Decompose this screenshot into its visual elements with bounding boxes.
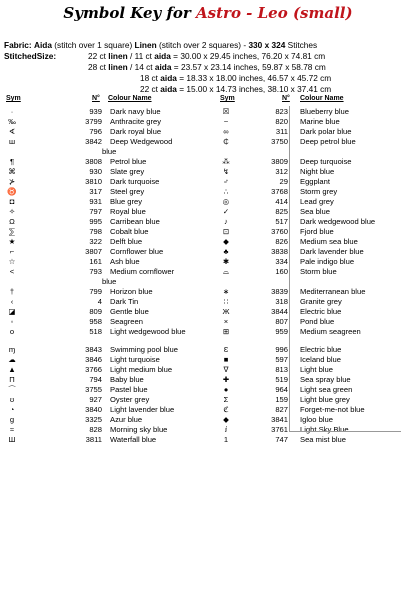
dmc-number: 3799 <box>85 117 102 126</box>
stitched-size-b2: aida <box>160 84 177 94</box>
stitch-symbol: ✚ <box>222 375 230 384</box>
dmc-number: 3766 <box>85 365 102 374</box>
fabric-line <box>4 40 317 50</box>
symbol-row-right <box>0 177 416 187</box>
stitch-symbol: Ж <box>222 307 230 316</box>
dmc-number: 3760 <box>271 227 288 236</box>
dmc-number: 3811 <box>85 435 102 444</box>
stitch-symbol: † <box>9 287 15 296</box>
colour-name: Anthracite grey <box>110 117 162 126</box>
stitched-size-line <box>88 62 326 72</box>
fabric-linen: Linen <box>134 40 157 50</box>
colour-name: Dark polar blue <box>300 127 352 136</box>
header-sym-right: Sym <box>220 95 235 102</box>
dmc-number: 317 <box>89 187 102 196</box>
stitch-symbol: ♉ <box>7 187 17 196</box>
stitched-size-b2: aida <box>154 51 171 61</box>
symbol-row-right <box>0 197 416 207</box>
stitched-size-mid: / 11 ct <box>127 51 155 61</box>
stitch-symbol: ★ <box>8 237 16 246</box>
colour-name: Cobalt blue <box>110 227 149 236</box>
header-name-right: Colour Name <box>300 95 344 102</box>
stitched-size-pre: 22 ct <box>88 51 109 61</box>
colour-name: Ash blue <box>110 257 140 266</box>
colour-name: Cornflower blue <box>110 247 164 256</box>
colour-name: Light blue grey <box>300 395 350 404</box>
dmc-number: 964 <box>275 385 288 394</box>
stitch-symbol: ∇ <box>223 365 229 374</box>
dmc-number: 318 <box>275 297 288 306</box>
colour-name: Gentle blue <box>110 307 149 316</box>
stitched-size-post: = 30.00 x 29.45 inches, 76.20 x 74.81 cm <box>170 51 326 61</box>
stitch-symbol: ✧ <box>8 207 16 216</box>
stitch-symbol: ✓ <box>222 207 230 216</box>
stitch-symbol: ⊁ <box>8 177 16 186</box>
symbol-row-right <box>0 297 416 307</box>
dmc-number: 747 <box>275 435 288 444</box>
stitch-symbol: ◦ <box>10 317 14 326</box>
dmc-number: 826 <box>275 237 288 246</box>
stitched-size-post: = 15.00 x 14.73 inches, 38.10 x 37.41 cm <box>176 84 332 94</box>
colour-name: Royal blue <box>110 207 146 216</box>
stitch-symbol: ☆ <box>8 257 16 266</box>
colour-name: Granite grey <box>300 297 342 306</box>
dmc-number: 813 <box>275 365 288 374</box>
title-prefix: Symbol Key for <box>63 4 197 22</box>
dmc-number: 3838 <box>271 247 288 256</box>
colour-name: Sea spray blue <box>300 375 351 384</box>
symbol-row-right <box>0 157 416 167</box>
stitch-symbol: ∞ <box>223 127 229 136</box>
dmc-number: 3755 <box>85 385 102 394</box>
colour-name: Steel grey <box>110 187 145 196</box>
symbol-row-right <box>0 107 416 117</box>
colour-name: Carribean blue <box>110 217 160 226</box>
header-num-left: N° <box>92 95 100 102</box>
colour-name: Storm grey <box>300 187 338 196</box>
dmc-number: 159 <box>275 395 288 404</box>
stitch-symbol: ˂ <box>9 267 15 276</box>
dmc-number: 3325 <box>85 415 102 424</box>
stitch-symbol: ∷ <box>223 297 229 306</box>
stitch-symbol: ʊ <box>9 395 15 404</box>
dmc-number: 794 <box>89 375 102 384</box>
colour-name: Medium sea blue <box>300 237 358 246</box>
symbol-row-right <box>0 167 416 177</box>
colour-name: Dark royal blue <box>110 127 162 136</box>
symbol-row-right <box>0 127 416 137</box>
stitch-symbol: ⌒ <box>8 385 16 394</box>
dmc-number: 809 <box>89 307 102 316</box>
dmc-number: 996 <box>275 345 288 354</box>
stitched-size-line <box>140 73 331 83</box>
stitched-size-mid: / 14 ct <box>127 62 155 72</box>
page-title <box>0 4 416 22</box>
stitched-size-line <box>88 51 325 61</box>
dmc-number: 3761 <box>271 425 288 434</box>
colour-name: Light blue <box>300 365 333 374</box>
dmc-number: 414 <box>275 197 288 206</box>
colour-name: Waterfall blue <box>110 435 157 444</box>
stitch-symbol: ☒ <box>222 107 230 116</box>
colour-name: Sea blue <box>300 207 330 216</box>
stitch-symbol: ♣ <box>223 247 229 256</box>
stitch-symbol: Ω <box>9 217 15 226</box>
stitch-symbol: ⅀ <box>8 227 16 236</box>
dmc-number: 798 <box>89 227 102 236</box>
fabric-stitches: 330 x 324 <box>248 40 286 50</box>
colour-name: Dark turquoise <box>110 177 160 186</box>
dmc-number: 3841 <box>271 415 288 424</box>
symbol-row-right <box>0 267 416 277</box>
symbol-row-right <box>0 207 416 217</box>
dmc-number: 3768 <box>271 187 288 196</box>
dmc-number: 3809 <box>271 157 288 166</box>
symbol-row-right <box>0 257 416 267</box>
stitch-symbol: ♪ <box>224 217 228 226</box>
header-num-right: N° <box>282 95 290 102</box>
dmc-number: 3750 <box>271 137 288 146</box>
colour-name: Iceland blue <box>300 355 341 364</box>
colour-name: Pale indigo blue <box>300 257 355 266</box>
colour-name: Light medium blue <box>110 365 173 374</box>
dmc-number: 927 <box>89 395 102 404</box>
stitched-size-line <box>140 84 331 94</box>
dmc-number: 161 <box>89 257 102 266</box>
dmc-number: 958 <box>89 317 102 326</box>
symbol-row-right <box>0 365 416 375</box>
colour-name: Lead grey <box>300 197 334 206</box>
dmc-number: 793 <box>89 267 102 276</box>
symbol-row-right <box>0 415 416 425</box>
stitch-symbol: Π <box>9 375 15 384</box>
colour-name: Dark Tin <box>110 297 139 306</box>
stitch-symbol: ‰ <box>8 117 16 126</box>
stitch-symbol: · <box>10 107 14 116</box>
stitched-size-pre: 18 ct <box>140 73 161 83</box>
colour-name: Forget-me-not blue <box>300 405 365 414</box>
colour-name: Electric blue <box>300 345 342 354</box>
title-accent: Astro - Leo (small) <box>196 4 353 22</box>
stitch-symbol: ≈ <box>9 425 15 434</box>
stitch-symbol: ⌓ <box>222 267 229 276</box>
dmc-number: 796 <box>89 127 102 136</box>
colour-name: Dark navy blue <box>110 107 161 116</box>
colour-name: Pond blue <box>300 317 335 326</box>
stitch-symbol: ‹ <box>10 297 14 306</box>
dmc-number: 3808 <box>85 157 102 166</box>
divider-vertical <box>289 106 290 431</box>
dmc-number: 799 <box>89 287 102 296</box>
colour-name: Dark wedgewood blue <box>300 217 376 226</box>
stitch-symbol: ⊡ <box>222 227 230 236</box>
dmc-number: 807 <box>275 317 288 326</box>
fabric-aida: Aida <box>33 40 52 50</box>
colour-name: Deep Wedgewood <box>110 137 173 146</box>
colour-name: Blueberry blue <box>300 107 349 116</box>
colour-name: Azur blue <box>110 415 143 424</box>
colour-name: Delft blue <box>110 237 143 246</box>
colour-name: Electric blue <box>300 307 342 316</box>
stitch-symbol: ∢ <box>8 127 16 136</box>
stitched-size-post: = 23.57 x 23.14 inches, 59.87 x 58.78 cm <box>171 62 326 72</box>
stitched-size-pre: 28 ct <box>88 62 109 72</box>
colour-name: Night blue <box>300 167 335 176</box>
stitch-symbol: ⊞ <box>222 327 230 336</box>
dmc-number: 311 <box>275 127 288 136</box>
colour-name: Pastel blue <box>110 385 148 394</box>
dmc-number: 3844 <box>271 307 288 316</box>
colour-name: Medium seagreen <box>300 327 361 336</box>
colour-name: Deep petrol blue <box>300 137 356 146</box>
colour-name: Light sea green <box>300 385 353 394</box>
stitch-symbol: ɱ <box>8 345 16 354</box>
colour-name: Horizon blue <box>110 287 153 296</box>
stitch-symbol: ◎ <box>222 197 230 206</box>
dmc-number: 517 <box>275 217 288 226</box>
symbol-row-right <box>0 227 416 237</box>
dmc-number: 930 <box>89 167 102 176</box>
colour-name: Baby blue <box>110 375 144 384</box>
stitch-symbol: × <box>223 317 229 326</box>
symbol-row-right <box>0 405 416 415</box>
stitch-symbol: o <box>9 327 15 336</box>
colour-name: Light wedgewood blue <box>110 327 186 336</box>
fabric-aida-note: (stitch over 1 square) <box>54 40 133 50</box>
stitch-symbol: ш <box>8 137 16 146</box>
colour-name: Mediterranean blue <box>300 287 366 296</box>
colour-name: Storm blue <box>300 267 337 276</box>
stitch-symbol: ◆ <box>223 415 229 424</box>
header-name-left: Colour Name <box>108 95 152 102</box>
stitch-symbol: ~ <box>223 117 229 126</box>
colour-name: Medium cornflower <box>110 267 175 276</box>
dmc-number: 828 <box>89 425 102 434</box>
stitch-symbol: Ш <box>8 435 16 444</box>
stitched-size-b1: linen <box>108 51 128 61</box>
symbol-row-right <box>0 137 416 147</box>
dmc-number: 820 <box>275 117 288 126</box>
dmc-number: 3839 <box>271 287 288 296</box>
colour-name: Light lavender blue <box>110 405 175 414</box>
symbol-row-right <box>0 237 416 247</box>
dmc-number: 322 <box>89 237 102 246</box>
stitch-symbol: ∴ <box>223 187 229 196</box>
stitch-symbol: ● <box>223 385 229 394</box>
stitched-size-label: StitchedSize: <box>4 51 57 61</box>
dmc-number: 334 <box>275 257 288 266</box>
colour-name-continuation: blue <box>102 147 117 156</box>
stitch-symbol: ⁂ <box>222 157 230 166</box>
stitch-symbol: ◆ <box>223 237 229 246</box>
stitch-symbol: ✱ <box>222 257 230 266</box>
symbol-row-right <box>0 217 416 227</box>
stitched-size-b2: aida <box>160 73 177 83</box>
colour-name: Oyster grey <box>110 395 150 404</box>
symbol-row-right <box>0 375 416 385</box>
stitch-symbol: ℭ <box>223 405 229 414</box>
dmc-number: 3842 <box>85 137 102 146</box>
dmc-number: 931 <box>89 197 102 206</box>
symbol-row-right <box>0 385 416 395</box>
colour-name: Petrol blue <box>110 157 147 166</box>
symbol-row-right <box>0 247 416 257</box>
stitch-symbol: ¶ <box>9 157 15 166</box>
colour-name: Fjord blue <box>300 227 334 236</box>
stitch-symbol: ⌐ <box>9 247 15 256</box>
symbol-row-right <box>0 187 416 197</box>
fabric-stitches-word: Stitches <box>287 40 318 50</box>
dmc-number: 827 <box>275 405 288 414</box>
stitch-symbol: ⌘ <box>8 167 16 176</box>
colour-name: Marine blue <box>300 117 340 126</box>
stitch-symbol: ♂ <box>223 177 229 186</box>
divider-horizontal <box>289 431 401 432</box>
symbol-row-right <box>0 395 416 405</box>
stitch-symbol: ▲ <box>8 365 16 374</box>
colour-name: Light Sky Blue <box>300 425 349 434</box>
stitch-symbol: ■ <box>223 355 229 364</box>
colour-name: Deep turquoise <box>300 157 352 166</box>
stitch-symbol: ↯ <box>222 167 230 176</box>
dmc-number: 959 <box>275 327 288 336</box>
symbol-row-right <box>0 425 416 435</box>
dmc-number: 823 <box>275 107 288 116</box>
dmc-number: 797 <box>89 207 102 216</box>
symbol-row-right <box>0 287 416 297</box>
dmc-number: 3843 <box>85 345 102 354</box>
stitch-symbol: ₵ <box>223 137 229 146</box>
dmc-number: 995 <box>89 217 102 226</box>
symbol-row-right <box>0 317 416 327</box>
colour-name: Seagreen <box>110 317 143 326</box>
stitch-symbol: Ɛ <box>223 345 229 354</box>
symbol-row-right <box>0 307 416 317</box>
stitch-symbol: Σ <box>223 395 229 404</box>
symbol-row-right <box>0 435 416 445</box>
colour-name: Swimming pool blue <box>110 345 178 354</box>
fabric-linen-note: (stitch over 2 squares) - <box>158 40 247 50</box>
stitched-size-b2: aida <box>154 62 172 72</box>
dmc-number: 3846 <box>85 355 102 364</box>
stitch-symbol: ☁ <box>8 355 16 364</box>
stitch-symbol: ◔ <box>9 405 15 414</box>
colour-name: Morning sky blue <box>110 425 168 434</box>
stitched-size-b1: linen <box>108 62 128 72</box>
stitch-symbol: ∗ <box>222 287 230 296</box>
dmc-number: 518 <box>89 327 102 336</box>
dmc-number: 160 <box>275 267 288 276</box>
dmc-number: 519 <box>275 375 288 384</box>
stitch-symbol: g <box>9 415 15 424</box>
dmc-number: 4 <box>97 297 102 306</box>
colour-name: Blue grey <box>110 197 143 206</box>
header-sym-left: Sym <box>6 95 21 102</box>
stitch-symbol: ⅈ <box>224 425 228 434</box>
stitched-size-pre: 22 ct <box>140 84 161 94</box>
dmc-number: 597 <box>275 355 288 364</box>
dmc-number: 3807 <box>85 247 102 256</box>
dmc-number: 29 <box>279 177 288 186</box>
colour-name: Sea mist blue <box>300 435 347 444</box>
dmc-number: 825 <box>275 207 288 216</box>
symbol-row-right <box>0 345 416 355</box>
symbol-row-right <box>0 117 416 127</box>
fabric-label: Fabric: <box>4 40 32 50</box>
symbol-row-right <box>0 355 416 365</box>
stitched-size-post: = 18.33 x 18.00 inches, 46.57 x 45.72 cm <box>176 73 332 83</box>
colour-name: Slate grey <box>110 167 145 176</box>
stitch-symbol: 1 <box>223 435 229 444</box>
dmc-number: 3810 <box>85 177 102 186</box>
colour-name: Dark lavender blue <box>300 247 364 256</box>
dmc-number: 3840 <box>85 405 102 414</box>
colour-name-continuation: blue <box>102 277 117 286</box>
colour-name: Eggplant <box>300 177 330 186</box>
stitch-symbol: ◘ <box>9 197 15 206</box>
symbol-row-right <box>0 327 416 337</box>
colour-name: Igloo blue <box>300 415 333 424</box>
dmc-number: 939 <box>89 107 102 116</box>
dmc-number: 312 <box>275 167 288 176</box>
stitch-symbol: ◪ <box>8 307 16 316</box>
colour-name: Light turquoise <box>110 355 160 364</box>
